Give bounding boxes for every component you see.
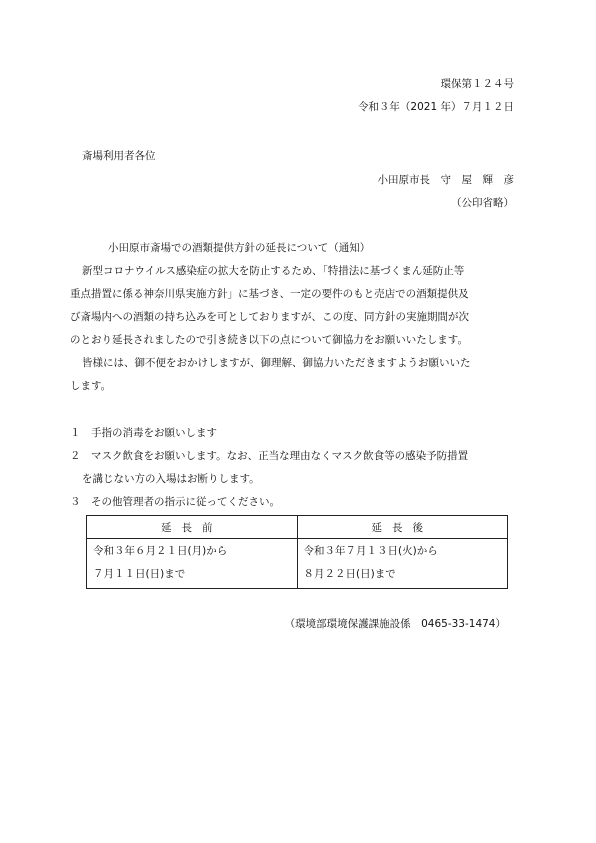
extension-period-table bbox=[86, 515, 508, 589]
body-line: のとおり延長されましたので引き続き以下の点について御協力をお願いいたします。 bbox=[70, 334, 468, 346]
sender-name: 小田原市長 守 屋 輝 彦 bbox=[377, 174, 514, 186]
addressee: 斎場利用者各位 bbox=[82, 150, 156, 162]
contact-info: （環境部環境保護課施設係 0465-33-1474） bbox=[284, 618, 506, 630]
list-item: ２ マスク飲食をお願いします。なお、正当な理由なくマスク飲食等の感染予防措置 bbox=[70, 450, 469, 462]
seal-omitted-note: （公印省略） bbox=[451, 197, 514, 209]
table-header-row bbox=[87, 516, 508, 539]
before-start: 令和３年６月２１日(月)から bbox=[93, 545, 228, 557]
document-title: 小田原市斎場での酒類提供方針の延長について（通知） bbox=[108, 242, 371, 254]
body-line: します。 bbox=[70, 380, 112, 392]
list-item: ３ その他管理者の指示に従ってください。 bbox=[70, 496, 280, 508]
header-before: 延長前 bbox=[87, 516, 298, 539]
period-before bbox=[87, 539, 298, 589]
body-line: 重点措置に係る神奈川県実施方針」に基づき、一定の要件のもと売店での酒類提供及 bbox=[70, 288, 469, 300]
document-number: 環保第１２４号 bbox=[440, 78, 514, 90]
list-item: １ 手指の消毒をお願いします bbox=[70, 427, 217, 439]
table-row bbox=[87, 539, 508, 589]
after-start: 令和３年７月１３日(火)から bbox=[303, 545, 438, 557]
before-end: ７月１１日(日)まで bbox=[93, 568, 186, 580]
body-line: び斎場内への酒類の持ち込みを可としておりますが、この度、同方針の実施期間が次 bbox=[70, 311, 469, 323]
body-line: 皆様には、御不便をおかけしますが、御理解、御協力いただきますようお願いいた bbox=[82, 357, 471, 369]
body-line: 新型コロナウイルス感染症の拡大を防止するため、「特措法に基づくまん延防止等 bbox=[82, 265, 465, 277]
list-item-continuation: を講じない方の入場はお断りします。 bbox=[82, 473, 260, 485]
after-end: ８月２２日(日)まで bbox=[303, 568, 396, 580]
period-after bbox=[297, 539, 508, 589]
header-after: 延長後 bbox=[297, 516, 508, 539]
document-date: 令和３年（2021 年）７月１２日 bbox=[357, 101, 514, 113]
